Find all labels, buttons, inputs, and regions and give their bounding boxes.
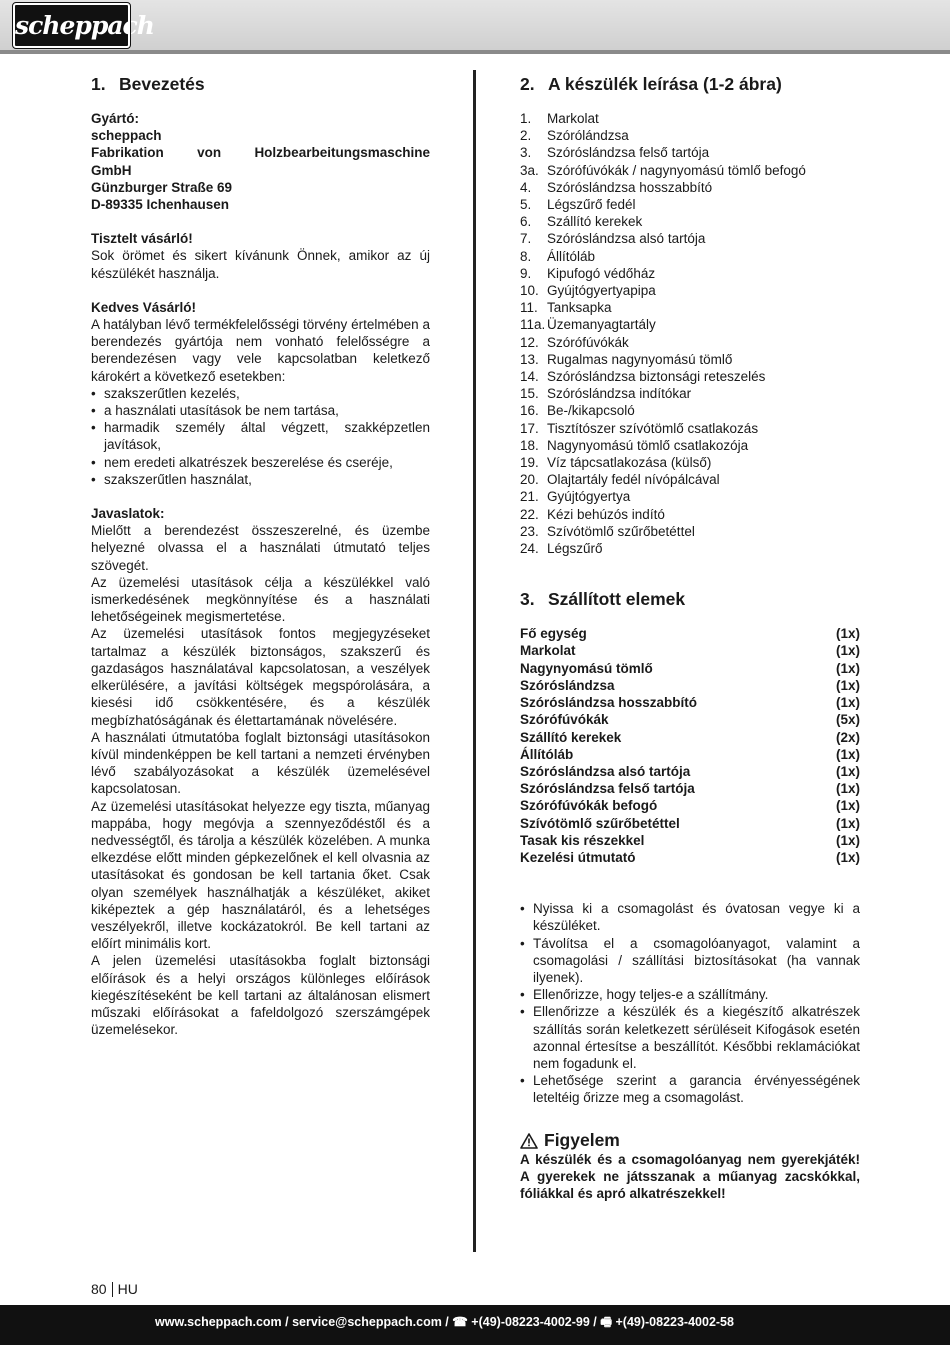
paragraph: Az üzemelési utasítások célja a készülékkel való ismerkedésének megkönnyítése és a használati lehetőségeinek megismertetése. (91, 574, 430, 625)
table-row (520, 642, 860, 659)
paragraph: Az üzemelési utasításokat helyezze egy tiszta, műanyag mappába, hogy megóvja a szennyeződéstől és a nedvességtől, és tárolja a készülék közelében. A munka elkezdése előtt minden gépkezelőnek el kell olvasnia az utasításokat és gondosan be kell tartania őket. Csak olyan személyek használhatják a készüléket, akiket kiképeztek a gép használatáról, és a lehetséges veszélyekről, illetve kockázatokról. Be kell tartani az előírt minimális kort. (91, 798, 430, 952)
section-1-heading: 1. Bevezetés (91, 74, 205, 94)
table-row (520, 729, 860, 746)
part-number: 11a. (520, 317, 546, 333)
part-label: Szórófúvókák (547, 334, 629, 350)
part-item (520, 196, 860, 213)
supplied-items-table (520, 625, 860, 866)
table-row (520, 780, 860, 797)
part-label: Víz tápcsatlakozása (külső) (547, 455, 712, 471)
part-label: Üzemanyagtartály (547, 317, 656, 333)
part-number: 4. (520, 179, 532, 195)
part-number: 19. (520, 455, 539, 471)
paragraph: A használati útmutatóba foglalt biztonsági utasításokon kívül mindenképpen be kell tartani a nemzeti érvényben lévő szabályozásokat a készülék üzemelésével kapcsolatosan. (91, 729, 430, 797)
part-number: 17. (520, 420, 539, 436)
part-label: Tanksapka (547, 300, 612, 316)
part-item (520, 334, 860, 351)
section-3-heading: 3. Szállított elemek (520, 589, 686, 610)
supplied-qty: (1x) (835, 815, 860, 831)
supplied-item: Nagynyomású tömlő (520, 660, 653, 676)
table-row (520, 849, 860, 866)
table-row (520, 677, 860, 694)
table-row (520, 815, 860, 832)
part-label: Szórófúvókák / nagynyomású tömlő befogó (547, 162, 806, 178)
part-label: Kézi behúzós indító (547, 506, 665, 522)
manufacturer-fullname: Fabrikation von Holzbearbeitungsmaschine (91, 145, 430, 161)
part-label: Olajtartály fedél nívópálcával (547, 472, 720, 488)
supplied-item: Szóróslándzsa felső tartója (520, 781, 695, 797)
part-number: 10. (520, 283, 539, 299)
part-item (520, 282, 860, 299)
brand-logo: scheppach (13, 3, 130, 48)
supplied-item: Szórófúvókák befogó (520, 798, 658, 814)
supplied-item: Szállító kerekek (520, 729, 622, 745)
part-number: 6. (520, 214, 532, 230)
part-item (520, 385, 860, 402)
list-item: • Távolítsa el a csomagolóanyagot, valamint a csomagolási / szállítási biztosításokat (ha vannak ilyenek). (520, 935, 860, 987)
supplied-item: Fő egység (520, 626, 587, 642)
supplied-item: Markolat (520, 643, 576, 659)
part-number: 11. (520, 300, 538, 316)
part-item (520, 230, 860, 247)
part-number: 22. (520, 506, 539, 522)
part-item (520, 540, 860, 557)
list-item: • Nyissa ki a csomagolást és óvatosan vegye ki a készüléket. (520, 900, 860, 934)
part-label: Szóróslándzsa indítókar (547, 386, 692, 402)
part-item (520, 471, 860, 488)
part-item (520, 299, 860, 316)
supplied-qty: (1x) (835, 660, 860, 676)
part-label: Légszűrő (547, 541, 603, 557)
part-number: 7. (520, 231, 532, 247)
manufacturer-gmbh: GmbH (91, 162, 132, 178)
supplied-qty: (1x) (835, 781, 860, 797)
liability-text: A hatályban lévő termékfelelősségi törvény értelmében a berendezés gyártója nem vonható felelősségre a berendezésen vagy vele kapcsolatban keletkező károkért a következő esetekben: (91, 317, 430, 384)
part-label: Szóróslándzsa felső tartója (547, 145, 710, 161)
table-row (520, 660, 860, 677)
warning-text: A készülék és a csomagolóanyag nem gyerekjáték! A gyerekek ne játsszanak a műanyag zacskókkal, fóliákkal és apró alkatrészekkel! (520, 1151, 860, 1201)
page-number: 80 HU (91, 1281, 138, 1297)
part-number: 8. (520, 248, 532, 264)
table-row (520, 711, 860, 728)
supplied-item: Szórófúvókák (520, 712, 609, 728)
parts-list (520, 110, 860, 557)
manufacturer-name: scheppach (91, 128, 162, 144)
list-item: • Lehetősége szerint a garancia érvényességének leteltéig őrizze meg a csomagolást. (520, 1072, 860, 1106)
table-row (520, 625, 860, 642)
list-item: • szakszerűtlen kezelés, (91, 385, 430, 402)
part-label: Szóróslándzsa hosszabbító (547, 179, 713, 195)
part-item (520, 316, 860, 333)
part-item (520, 420, 860, 437)
part-label: Szóróslándzsa alsó tartója (547, 231, 706, 247)
part-item (520, 368, 860, 385)
list-item: • a használati utasítások be nem tartása, (91, 402, 430, 419)
part-number: 3. (520, 145, 532, 161)
paragraph: A jelen üzemelési utasításokba foglalt biztonsági előírások és a helyi országos különleges előírások kiegészítéseként be kell tartani az általánosan elismert műszaki előírásokat a fafeldolgozó szerszámgépek üzemelésekor. (91, 953, 430, 1038)
manufacturer-label: Gyártó: (91, 111, 140, 126)
right-column (520, 72, 860, 1202)
part-item (520, 265, 860, 282)
part-number: 2. (520, 128, 532, 144)
part-label: Szóróslándzsa biztonsági reteszelés (547, 369, 766, 385)
footer-contact: www.scheppach.com / service@scheppach.com / ☎ +(49)-08223-4002-99 / 🖷 +(49)-08223-4002-58 (155, 1315, 734, 1329)
part-label: Gyújtógyertyapipa (547, 283, 656, 299)
section-2-heading: 2. A készülék leírása (1-2 ábra) (520, 74, 782, 94)
paragraph: Az üzemelési utasítások fontos megjegyzéseket tartalmaz a készülék biztonságos, szakszerű és gazdaságos használatával kapcsolatosan, a veszélyek elkerülésére, a javítási költségek megspórolására, a kiesési idő csökkentésére, és a készülék megbízhatóságának és élettartamának növelésére. (91, 626, 430, 728)
list-item: • nem eredeti alkatrészek beszerelése és cseréje, (91, 454, 430, 471)
manufacturer-block (91, 110, 430, 213)
part-number: 12. (520, 334, 539, 350)
supplied-qty: (5x) (835, 712, 860, 728)
part-label: Kipufogó védőház (547, 265, 656, 281)
part-item (520, 437, 860, 454)
part-item (520, 162, 860, 179)
part-item (520, 488, 860, 505)
kedves-title: Kedves Vásárló! (91, 299, 197, 315)
part-label: Szórólándzsa (547, 128, 629, 144)
table-row (520, 746, 860, 763)
part-number: 20. (520, 472, 539, 488)
part-item (520, 248, 860, 265)
supplied-item: Szóróslándzsa alsó tartója (520, 763, 691, 779)
dear-customer-title: Tisztelt vásárló! (91, 231, 193, 247)
part-item (520, 402, 860, 419)
part-item (520, 110, 860, 127)
part-number: 5. (520, 197, 532, 213)
part-number: 15. (520, 386, 539, 402)
part-number: 24. (520, 541, 539, 557)
part-number: 14. (520, 369, 539, 385)
part-label: Markolat (547, 111, 599, 126)
supplied-qty: (2x) (835, 729, 860, 745)
supplied-qty: (1x) (835, 626, 860, 642)
part-label: Be-/kikapcsoló (547, 403, 635, 419)
manufacturer-city: D-89335 Ichenhausen (91, 197, 230, 213)
part-label: Rugalmas nagynyomású tömlő (547, 351, 733, 367)
part-item (520, 523, 860, 540)
table-row (520, 832, 860, 849)
unpacking-list (520, 900, 860, 1106)
part-label: Tisztítószer szívótömlő csatlakozás (547, 420, 759, 436)
part-number: 13. (520, 351, 539, 367)
part-label: Gyújtógyertya (547, 489, 631, 505)
part-item (520, 127, 860, 144)
paragraph: Mielőtt a berendezést összeszerelné, és üzembe helyezné olvassa el a használati útmutató teljes szövegét. (91, 523, 430, 573)
supplied-qty: (1x) (835, 643, 860, 659)
supplied-item: Szóróslándzsa (520, 677, 615, 693)
part-item (520, 506, 860, 523)
supplied-qty: (1x) (835, 746, 860, 762)
supplied-item: Szóróslándzsa hosszabbító (520, 695, 698, 711)
table-row (520, 694, 860, 711)
part-number: 18. (520, 437, 539, 453)
table-row (520, 797, 860, 814)
header-rule (0, 50, 950, 54)
supplied-item: Szívótömlő szűrőbetéttel (520, 815, 680, 831)
part-label: Állítóláb (547, 248, 596, 264)
part-item (520, 144, 860, 161)
column-divider (473, 70, 476, 1252)
part-number: 3a. (520, 162, 539, 178)
supplied-qty: (1x) (835, 849, 860, 865)
list-item: • Ellenőrizze, hogy teljes-e a szállítmány. (520, 986, 860, 1003)
manufacturer-street: Günzburger Straße 69 (91, 179, 233, 195)
part-label: Nagynyomású tömlő csatlakozója (547, 437, 749, 453)
part-item (520, 179, 860, 196)
supplied-qty: (1x) (835, 798, 860, 814)
list-item: • szakszerűtlen használat, (91, 471, 430, 488)
supplied-qty: (1x) (835, 832, 860, 848)
list-item: • Ellenőrizze a készülék és a kiegészítő alkatrészek szállítás során keletkezett sérüléseit Kifogások esetén azonnal értesítse a beszállítót. Későbbi reklamációkat nem fogadunk el. (520, 1003, 860, 1072)
warning-heading: Figyelem (520, 1129, 860, 1151)
supplied-qty: (1x) (835, 695, 860, 711)
part-number: 16. (520, 403, 539, 419)
part-number: 21. (520, 489, 539, 505)
supplied-qty: (1x) (835, 677, 860, 693)
liability-list (91, 385, 430, 488)
left-column (91, 72, 430, 1038)
javaslatok-title: Javaslatok: (91, 506, 165, 522)
part-number: 23. (520, 523, 539, 539)
part-item (520, 351, 860, 368)
supplied-item: Kezelési útmutató (520, 849, 636, 865)
supplied-qty: (1x) (835, 763, 860, 779)
part-label: Légszűrő fedél (547, 197, 636, 213)
table-row (520, 763, 860, 780)
list-item: • harmadik személy által végzett, szakképzetlen javítások, (91, 419, 430, 453)
part-number: 1. (520, 111, 532, 126)
supplied-item: Állítóláb (520, 746, 574, 762)
part-number: 9. (520, 265, 532, 281)
dear-customer-text: Sok örömet és sikert kívánunk Önnek, amikor az új készülékét használja. (91, 248, 430, 281)
part-item (520, 213, 860, 230)
warning-icon (520, 1132, 538, 1148)
part-label: Szállító kerekek (547, 214, 643, 230)
supplied-item: Tasak kis részekkel (520, 832, 645, 848)
part-item (520, 454, 860, 471)
part-label: Szívótömlő szűrőbetéttel (547, 523, 695, 539)
